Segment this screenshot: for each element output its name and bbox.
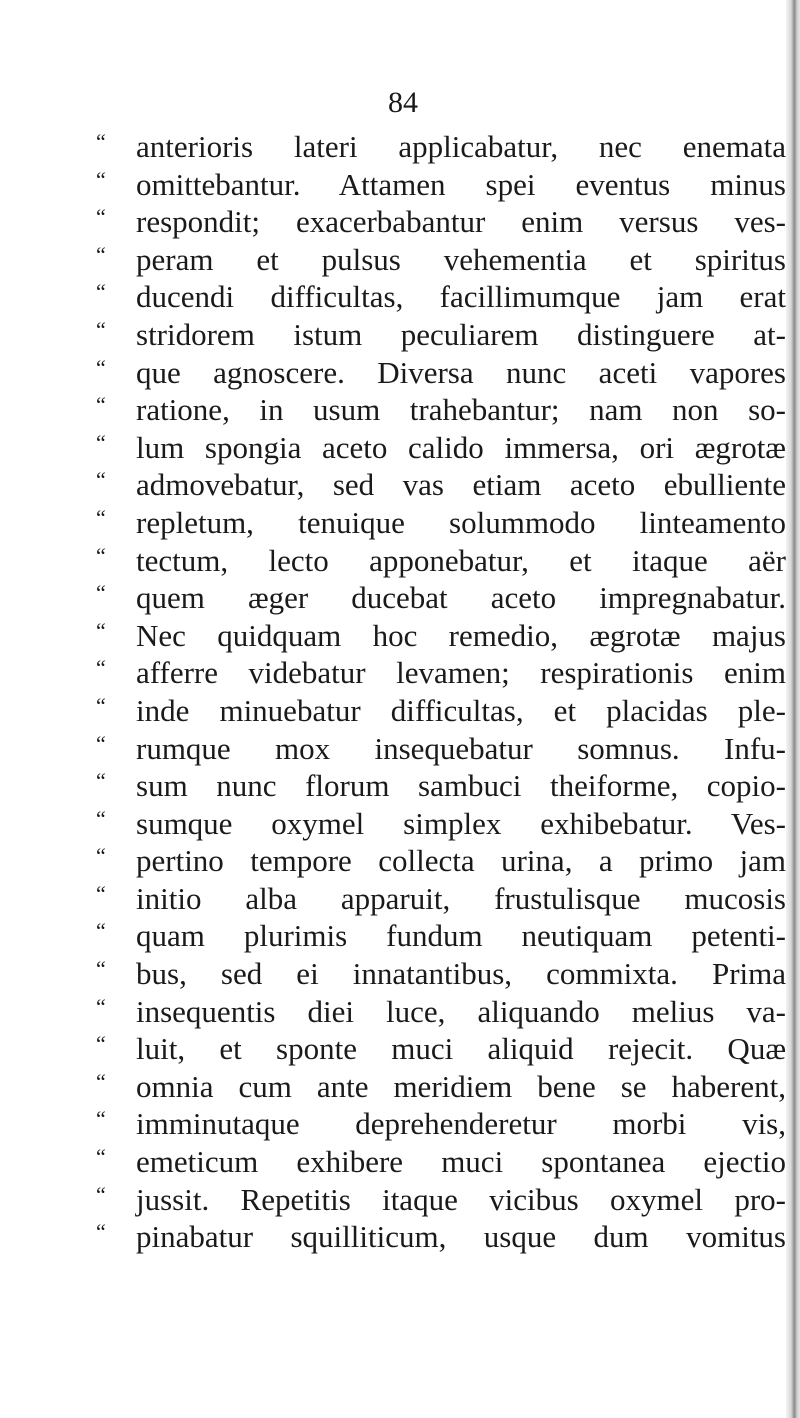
quote-mark: “ xyxy=(96,279,106,305)
line-text: repletum, tenuique solummodo linteamento xyxy=(136,504,786,540)
quote-mark: “ xyxy=(96,655,106,681)
line-text: que agnoscere. Diversa nunc aceti vapores xyxy=(136,354,786,390)
quote-mark: “ xyxy=(96,692,106,718)
text-line xyxy=(96,316,786,354)
text-line xyxy=(96,805,786,843)
text-line xyxy=(96,1143,786,1181)
line-text: ducendi difficultas, facillimumque jam erat xyxy=(136,279,786,315)
quote-mark: “ xyxy=(96,542,106,568)
line-text: stridorem istum peculiarem distinguere at- xyxy=(136,316,786,352)
quote-mark: “ xyxy=(96,843,106,869)
quote-mark: “ xyxy=(96,956,106,982)
text-line xyxy=(96,278,786,316)
quote-mark: “ xyxy=(96,617,106,643)
line-text: omnia cum ante meridiem bene se haberent, xyxy=(136,1068,786,1104)
quote-mark: “ xyxy=(96,1106,106,1132)
text-line xyxy=(96,542,786,580)
quote-mark: “ xyxy=(96,129,106,154)
text-line xyxy=(96,1105,786,1143)
quote-mark: “ xyxy=(96,918,106,944)
quote-mark: “ xyxy=(96,429,106,455)
line-text: insequentis diei luce, aliquando melius va- xyxy=(136,993,786,1029)
quote-mark: “ xyxy=(96,316,106,342)
text-line xyxy=(96,128,786,166)
quote-mark: “ xyxy=(96,166,106,192)
line-text: sumque oxymel simplex exhibebatur. Ves- xyxy=(136,805,786,841)
line-text: emeticum exhibere muci spontanea ejectio xyxy=(136,1144,786,1180)
text-block xyxy=(96,128,786,1256)
line-text: tectum, lecto apponebatur, et itaque aër xyxy=(136,542,786,578)
quote-mark: “ xyxy=(96,1181,106,1207)
text-line xyxy=(96,880,786,918)
text-line xyxy=(96,1068,786,1106)
text-line xyxy=(96,955,786,993)
line-text: initio alba apparuit, frustulisque mucosis xyxy=(136,880,786,916)
quote-mark: “ xyxy=(96,1031,106,1057)
text-line xyxy=(96,617,786,655)
text-line xyxy=(96,1218,786,1256)
text-line xyxy=(96,429,786,467)
line-text: imminutaque deprehenderetur morbi vis, xyxy=(136,1106,786,1142)
text-line xyxy=(96,993,786,1031)
line-text: quem æger ducebat aceto impregnabatur. xyxy=(136,580,786,616)
quote-mark: “ xyxy=(96,392,106,418)
quote-mark: “ xyxy=(96,204,106,230)
line-text: respondit; exacerbabantur enim versus ves- xyxy=(136,204,786,240)
line-text: admovebatur, sed vas etiam aceto ebulliente xyxy=(136,467,786,503)
text-line xyxy=(96,842,786,880)
line-text: luit, et sponte muci aliquid rejecit. Quæ xyxy=(136,1031,786,1067)
line-text: afferre videbatur levamen; respirationis enim xyxy=(136,655,786,691)
line-text: rumque mox insequebatur somnus. Infu- xyxy=(136,730,786,766)
line-text: omittebantur. Attamen spei eventus minus xyxy=(136,166,786,202)
text-line xyxy=(96,1181,786,1219)
line-text: sum nunc florum sambuci theiforme, copio- xyxy=(136,768,786,804)
quote-mark: “ xyxy=(96,467,106,493)
line-text: peram et pulsus vehementia et spiritus xyxy=(136,241,786,277)
quote-mark: “ xyxy=(96,1068,106,1094)
text-line xyxy=(96,466,786,504)
text-line xyxy=(96,692,786,730)
text-line xyxy=(96,203,786,241)
quote-mark: “ xyxy=(96,805,106,831)
line-text: ratione, in usum trahebantur; nam non so- xyxy=(136,392,786,428)
page-number: 84 xyxy=(388,86,418,119)
text-line xyxy=(96,730,786,768)
line-text: quam plurimis fundum neutiquam petenti- xyxy=(136,918,786,954)
line-text: jussit. Repetitis itaque vicibus oxymel pro- xyxy=(136,1181,786,1217)
line-text: Nec quidquam hoc remedio, ægrotæ majus xyxy=(136,617,786,653)
line-text: anterioris lateri applicabatur, nec enemata xyxy=(136,129,786,164)
line-text: lum spongia aceto calido immersa, ori ægrotæ xyxy=(136,429,786,465)
line-text: bus, sed ei innatantibus, commixta. Prima xyxy=(136,956,786,992)
text-line xyxy=(96,354,786,392)
line-text: pinabatur squilliticum, usque dum vomitus xyxy=(136,1219,786,1255)
quote-mark: “ xyxy=(96,730,106,756)
page-edge xyxy=(786,0,800,1418)
quote-mark: “ xyxy=(96,354,106,380)
quote-mark: “ xyxy=(96,1144,106,1170)
text-line xyxy=(96,767,786,805)
quote-mark: “ xyxy=(96,768,106,794)
text-line xyxy=(96,241,786,279)
text-line xyxy=(96,1030,786,1068)
quote-mark: “ xyxy=(96,1219,106,1245)
quote-mark: “ xyxy=(96,504,106,530)
text-line xyxy=(96,504,786,542)
text-line xyxy=(96,654,786,692)
text-line xyxy=(96,166,786,204)
text-line xyxy=(96,579,786,617)
quote-mark: “ xyxy=(96,241,106,267)
quote-mark: “ xyxy=(96,993,106,1019)
quote-mark: “ xyxy=(96,580,106,606)
line-text: pertino tempore collecta urina, a primo jam xyxy=(136,843,786,879)
line-text: inde minuebatur difficultas, et placidas ple- xyxy=(136,692,786,728)
text-line xyxy=(96,391,786,429)
quote-mark: “ xyxy=(96,880,106,906)
text-line xyxy=(96,917,786,955)
